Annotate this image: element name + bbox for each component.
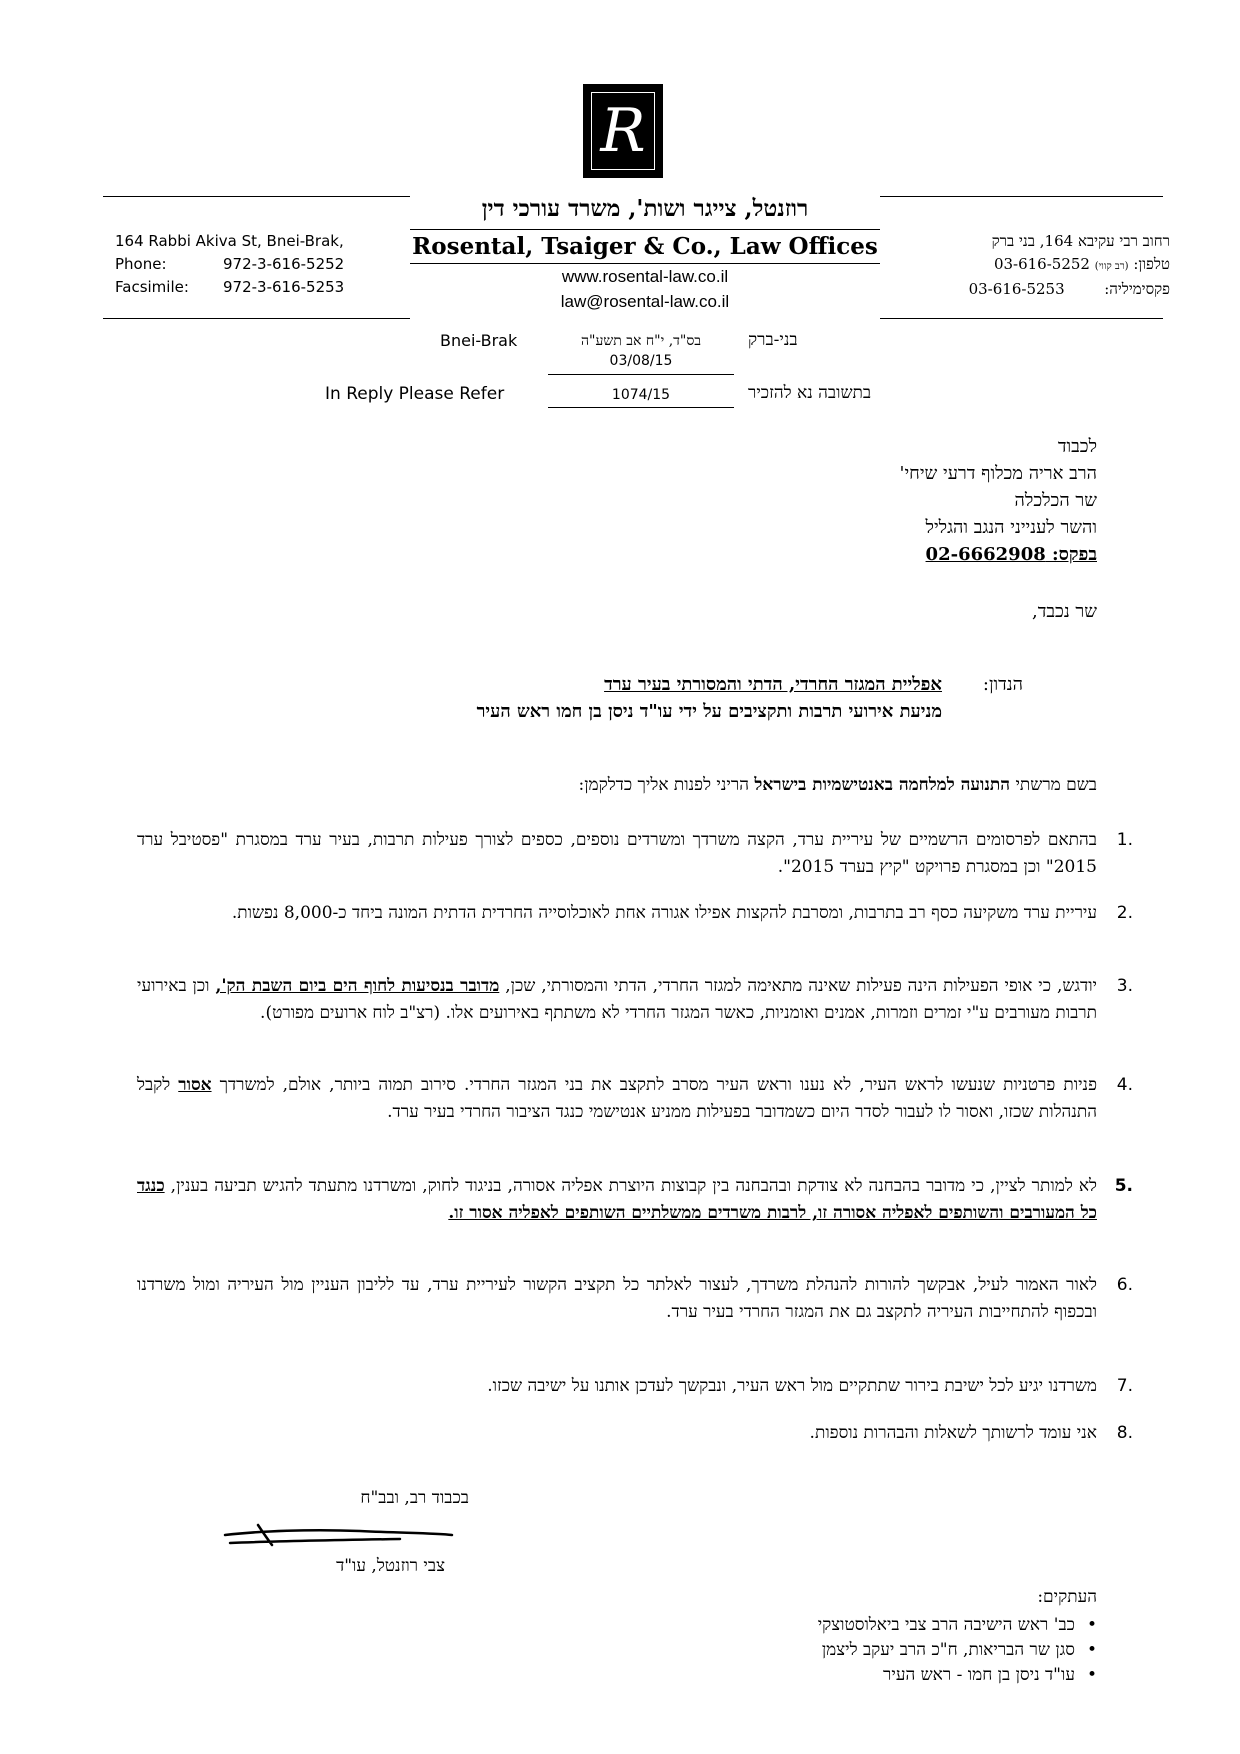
firm-logo [583, 84, 663, 178]
item-text: בהתאם לפרסומים הרשמיים של עיריית ערד, הקצה משרדך ומשרדים נוספים, כספים לצורך פעילות תרבות, בעיר ערד במסגרת "פסטיבל ערד 2015" וכן במסגרת פרויקט "קיץ בערד 2015". [137, 830, 1097, 877]
letterhead-rule-right-bottom [880, 318, 1163, 319]
subject-line-1: אפליית המגזר החרדי, הדתי והמסורתי בעיר ערד [604, 674, 942, 695]
client-organization: התנועה למלחמה באנטישמיות בישראל [754, 775, 1011, 795]
firm-name-hebrew: רוזנטל, צייגר ושות', משרד עורכי דין [481, 195, 809, 222]
letterhead-rule-left-bottom [103, 318, 410, 319]
bullet-icon: • [1086, 1615, 1097, 1635]
closing-line: בכבוד רב, ובב"ח [360, 1488, 469, 1508]
reply-refer-hebrew: בתשובה נא להזכיר [748, 383, 872, 403]
copy-recipient: עו"ד ניסן בן חמו - ראש העיר [883, 1665, 1075, 1685]
phone-note-heb: (רב קווי) [1094, 261, 1129, 272]
office-phone-heb [969, 253, 1170, 278]
subject-line-2: מניעת אירועי תרבות ותקציבים על ידי עו"ד ניסן בן חמו ראש העיר [476, 701, 942, 722]
recipient-block [497, 433, 1097, 568]
copy-recipient: סגן שר הבריאות, ח"כ הרב יעקב ליצמן [821, 1640, 1075, 1660]
subject-label: הנדון: [982, 674, 1023, 695]
item-emphasis: מדובר בנסיעות לחוף הים ביום השבת הק', [215, 976, 500, 996]
intro-suffix: הריני לפנות אליך כדלקמן: [578, 775, 755, 795]
item-number: 1. [1116, 830, 1133, 850]
salutation: שר נכבד, [1031, 601, 1097, 622]
recipient-title: שר הכלכלה [1014, 490, 1097, 511]
item-text: לאור האמור לעיל, אבקשך להורות להנהלת משרדך, לעצור לאלתר כל תקציב הקשור לעיריית ערד, עד לליבון העניין מול העיריה ומול משרדנו ובכפוף להתחייבות העיריה לתקצב גם את המגזר החרדי בעיר ערד. [137, 1275, 1097, 1322]
item-number: 6. [1116, 1275, 1133, 1295]
item-text-part: לא למותר לציין, כי מדובר בהבחנה לא צודקת ובהבחנה בין קבוצות היוצרת אפליה אסורה, בניגוד לחוק, ומשרדנו מתעתד להגיש תביעה בענין, [164, 1176, 1097, 1196]
item-text [137, 973, 1097, 1027]
copy-recipient: כב' ראש הישיבה הרב צבי ביאלוסטוצקי [817, 1615, 1075, 1635]
item-text [137, 1173, 1097, 1227]
firm-name-english: Rosental, Tsaiger & Co., Law Offices [412, 233, 878, 260]
office-fax-eng [115, 276, 344, 299]
phone-number-heb: 03-616-5252 [993, 255, 1090, 273]
letterhead-rule-center-mid [410, 229, 880, 230]
bullet-icon: • [1086, 1640, 1097, 1660]
reference-underline [548, 407, 734, 408]
intro-prefix: בשם מרשתי [1010, 775, 1097, 795]
office-fax-heb [969, 278, 1170, 301]
copy-item [818, 1663, 1097, 1688]
item-number: 7. [1116, 1376, 1133, 1396]
item-text-part: לקבל התנהלות שכזו, ואסור לו לעבור לסדר היום כשמדובר בפעילות ממניע אנטישמי כנגד הציבור החרדי בעיר ערד. [137, 1075, 1097, 1122]
city-hebrew: בני-ברק [748, 330, 798, 350]
office-address-heb: רחוב רבי עקיבא 164, בני ברק [991, 232, 1170, 250]
item-emphasis: אסור [178, 1075, 212, 1095]
firm-website: www.rosental-law.co.il [561, 267, 729, 286]
recipient-fax: בפקס: 02-6662908 [925, 544, 1097, 565]
fax-label-eng: Facsimile: [115, 278, 189, 296]
item-number: 2. [1116, 903, 1133, 923]
fax-number-heb: 03-616-5253 [968, 280, 1065, 298]
city-english: Bnei-Brak [440, 331, 518, 350]
reference-number: 1074/15 [611, 387, 671, 403]
recipient-name: הרב אריה מכלוף דרעי שיחי' [899, 463, 1097, 484]
item-number: 8. [1116, 1423, 1133, 1443]
item-text-part: וכן באירועי תרבות מעורבים ע"י זמרים וזמרות, אמנים ואומניות, כאשר המגזר החרדי לא משתתף באירועים אלו. (רצ"ב לוח ארועים מפורט). [137, 976, 1097, 1023]
copies-label: העתקים: [1037, 1587, 1097, 1607]
bullet-icon: • [1086, 1665, 1097, 1685]
phone-label-eng: Phone: [115, 255, 167, 273]
item-number: 5. [1114, 1176, 1133, 1196]
item-text: עיריית ערד משקיעה כסף רב בתרבות, ומסרבת להקצות אפילו אגורה אחת לאוכלוסייה החרדית הדתית המונה ביחד כ-8,000 נפשות. [231, 903, 1097, 923]
signer-name: צבי רוזנטל, עו"ד [336, 1556, 445, 1576]
item-text-part: יודגש, כי אופי הפעילות הינה פעילות שאינה מתאימה למגזר החרדי, הדתי והמסורתי, שכן, [499, 976, 1097, 996]
fax-label-heb: פקסימיליה: [1104, 280, 1170, 298]
fax-number-eng: 972-3-616-5253 [223, 278, 345, 296]
letterhead-rule-center-bottom [410, 263, 880, 264]
item-number: 3. [1116, 976, 1133, 996]
copy-item [818, 1638, 1097, 1663]
recipient-honorific: לכבוד [1057, 436, 1097, 457]
phone-number-eng: 972-3-616-5252 [223, 255, 345, 273]
office-address-eng: 164 Rabbi Akiva St, Bnei-Brak, [115, 232, 344, 250]
item-text: משרדנו יגיע לכל ישיבת בירור שתתקיים מול ראש העיר, ונבקשך לעדכן אותנו על ישיבה שכזו. [487, 1376, 1097, 1396]
firm-email: law@rosental-law.co.il [560, 292, 730, 311]
date-underline [548, 374, 734, 375]
item-emphasis: כנגד כל המעורבים והשותפים לאפליה אסורה זו, לרבות משרדים ממשלתיים השותפים לאפליה אסור זו. [137, 1176, 1097, 1223]
reply-refer-english: In Reply Please Refer [325, 384, 505, 404]
letterhead-left [115, 230, 344, 299]
copies-list [818, 1613, 1097, 1688]
logo-letter: R [600, 96, 646, 166]
letterhead-rule-left [103, 196, 410, 197]
hebrew-date: בס"ד, י"ח אב תשע"ה [580, 333, 702, 349]
copy-item [818, 1613, 1097, 1638]
letterhead-rule-right [880, 196, 1163, 197]
office-phone-eng [115, 253, 344, 276]
letter-date: 03/08/15 [609, 353, 673, 369]
recipient-title-2: והשר לענייני הנגב והגליל [925, 517, 1097, 538]
signature [220, 1505, 460, 1555]
intro-paragraph [578, 775, 1097, 795]
item-number: 4. [1116, 1075, 1133, 1095]
item-text: אני עומד לרשותך לשאלות והבהרות נוספות. [809, 1423, 1097, 1443]
phone-label-heb: טלפון: [1133, 255, 1170, 273]
item-text-part: פניות פרטניות שנעשו לראש העיר, לא נענו וראש העיר מסרב לתקצב את בני המגזר החרדי. סירוב תמוה ביותר, אולם, למשרדך [211, 1075, 1097, 1095]
letterhead-right [969, 230, 1170, 301]
item-text [137, 1072, 1097, 1126]
